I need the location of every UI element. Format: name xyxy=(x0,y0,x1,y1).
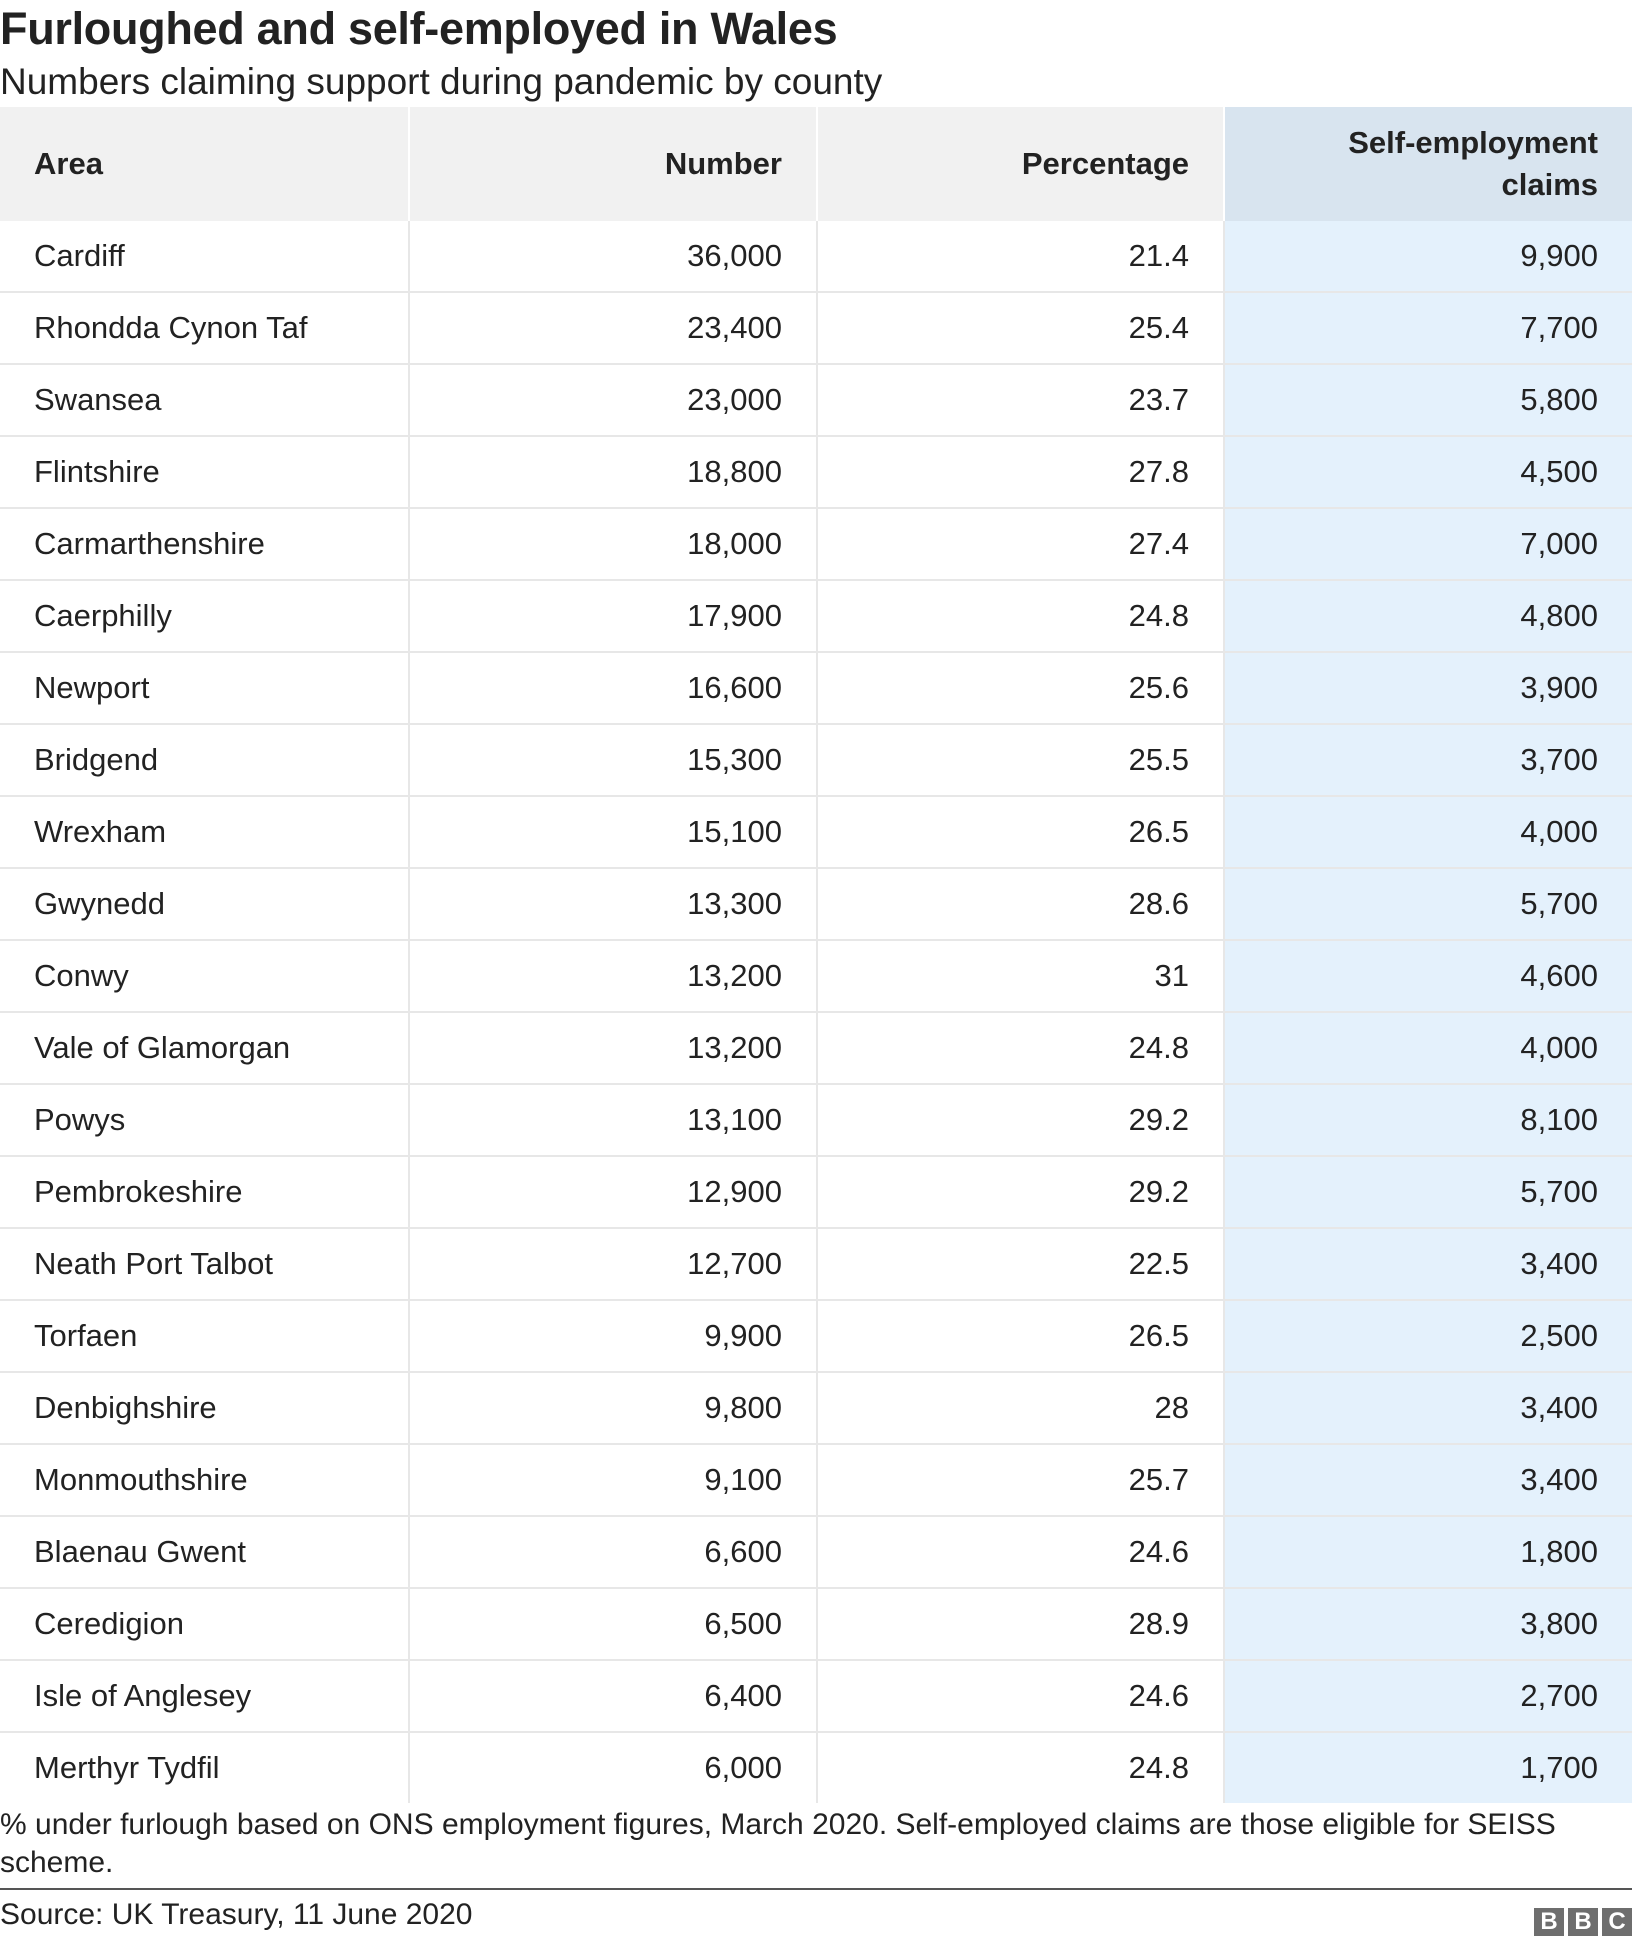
cell-percentage: 21.4 xyxy=(817,221,1224,292)
table-row xyxy=(0,221,1632,292)
cell-percentage: 27.8 xyxy=(817,436,1224,508)
table-row xyxy=(0,436,1632,508)
cell-number: 6,400 xyxy=(409,1660,817,1732)
cell-percentage: 24.6 xyxy=(817,1516,1224,1588)
cell-self-employment-claims: 3,700 xyxy=(1224,724,1632,796)
table-row xyxy=(0,1084,1632,1156)
cell-self-employment-claims: 1,700 xyxy=(1224,1732,1632,1803)
cell-percentage: 25.5 xyxy=(817,724,1224,796)
cell-number: 16,600 xyxy=(409,652,817,724)
cell-area: Newport xyxy=(0,652,409,724)
cell-area: Torfaen xyxy=(0,1300,409,1372)
cell-self-employment-claims: 3,900 xyxy=(1224,652,1632,724)
column-header-number: Number xyxy=(409,107,817,221)
cell-number: 23,400 xyxy=(409,292,817,364)
cell-area: Monmouthshire xyxy=(0,1444,409,1516)
table-row xyxy=(0,1516,1632,1588)
table-body xyxy=(0,221,1632,1803)
cell-self-employment-claims: 8,100 xyxy=(1224,1084,1632,1156)
table-row xyxy=(0,652,1632,724)
cell-number: 6,500 xyxy=(409,1588,817,1660)
table-row xyxy=(0,1372,1632,1444)
data-table xyxy=(0,107,1632,1803)
table-row xyxy=(0,1444,1632,1516)
cell-area: Powys xyxy=(0,1084,409,1156)
cell-percentage: 22.5 xyxy=(817,1228,1224,1300)
cell-percentage: 24.8 xyxy=(817,580,1224,652)
footnote: % under furlough based on ONS employment figures, March 2020. Self-employed claims are those eligible for SEISS scheme. xyxy=(0,1808,1556,1879)
cell-percentage: 24.8 xyxy=(817,1012,1224,1084)
table-row xyxy=(0,1300,1632,1372)
cell-area: Ceredigion xyxy=(0,1588,409,1660)
table-row xyxy=(0,796,1632,868)
cell-area: Cardiff xyxy=(0,221,409,292)
cell-area: Conwy xyxy=(0,940,409,1012)
column-header-self-employment-claims: Self-employment claims xyxy=(1224,107,1632,221)
cell-percentage: 27.4 xyxy=(817,508,1224,580)
bbc-logo-letter: B xyxy=(1568,1908,1598,1936)
chart-title: Furloughed and self-employed in Wales xyxy=(0,3,838,54)
cell-number: 6,600 xyxy=(409,1516,817,1588)
cell-percentage: 29.2 xyxy=(817,1084,1224,1156)
cell-area: Carmarthenshire xyxy=(0,508,409,580)
cell-area: Blaenau Gwent xyxy=(0,1516,409,1588)
footer-divider xyxy=(0,1888,1632,1890)
cell-percentage: 31 xyxy=(817,940,1224,1012)
cell-percentage: 29.2 xyxy=(817,1156,1224,1228)
table-row xyxy=(0,292,1632,364)
cell-percentage: 23.7 xyxy=(817,364,1224,436)
cell-percentage: 25.6 xyxy=(817,652,1224,724)
cell-number: 12,700 xyxy=(409,1228,817,1300)
cell-percentage: 24.6 xyxy=(817,1660,1224,1732)
table-row xyxy=(0,1012,1632,1084)
cell-number: 6,000 xyxy=(409,1732,817,1803)
table-row xyxy=(0,940,1632,1012)
table-row xyxy=(0,1732,1632,1803)
column-header-area: Area xyxy=(0,107,409,221)
cell-area: Merthyr Tydfil xyxy=(0,1732,409,1803)
cell-percentage: 24.8 xyxy=(817,1732,1224,1803)
cell-area: Vale of Glamorgan xyxy=(0,1012,409,1084)
cell-number: 12,900 xyxy=(409,1156,817,1228)
cell-area: Wrexham xyxy=(0,796,409,868)
cell-number: 9,900 xyxy=(409,1300,817,1372)
table-row xyxy=(0,1228,1632,1300)
cell-self-employment-claims: 3,400 xyxy=(1224,1372,1632,1444)
cell-self-employment-claims: 2,500 xyxy=(1224,1300,1632,1372)
table-row xyxy=(0,868,1632,940)
cell-number: 23,000 xyxy=(409,364,817,436)
cell-area: Swansea xyxy=(0,364,409,436)
cell-self-employment-claims: 7,000 xyxy=(1224,508,1632,580)
cell-area: Caerphilly xyxy=(0,580,409,652)
cell-self-employment-claims: 3,800 xyxy=(1224,1588,1632,1660)
cell-area: Flintshire xyxy=(0,436,409,508)
cell-area: Pembrokeshire xyxy=(0,1156,409,1228)
cell-percentage: 25.7 xyxy=(817,1444,1224,1516)
cell-self-employment-claims: 4,800 xyxy=(1224,580,1632,652)
cell-number: 9,800 xyxy=(409,1372,817,1444)
cell-percentage: 28.9 xyxy=(817,1588,1224,1660)
cell-area: Isle of Anglesey xyxy=(0,1660,409,1732)
cell-number: 15,100 xyxy=(409,796,817,868)
table-row xyxy=(0,364,1632,436)
cell-number: 13,200 xyxy=(409,1012,817,1084)
cell-self-employment-claims: 5,800 xyxy=(1224,364,1632,436)
cell-self-employment-claims: 4,500 xyxy=(1224,436,1632,508)
cell-self-employment-claims: 3,400 xyxy=(1224,1228,1632,1300)
cell-area: Neath Port Talbot xyxy=(0,1228,409,1300)
cell-self-employment-claims: 5,700 xyxy=(1224,868,1632,940)
cell-self-employment-claims: 4,600 xyxy=(1224,940,1632,1012)
cell-number: 15,300 xyxy=(409,724,817,796)
column-header-percentage: Percentage xyxy=(817,107,1224,221)
bbc-logo-letter: B xyxy=(1534,1908,1564,1936)
chart-subtitle: Numbers claiming support during pandemic by county xyxy=(0,61,883,102)
table-row xyxy=(0,580,1632,652)
cell-area: Denbighshire xyxy=(0,1372,409,1444)
cell-percentage: 25.4 xyxy=(817,292,1224,364)
cell-number: 13,100 xyxy=(409,1084,817,1156)
cell-self-employment-claims: 2,700 xyxy=(1224,1660,1632,1732)
cell-number: 9,100 xyxy=(409,1444,817,1516)
cell-number: 13,300 xyxy=(409,868,817,940)
cell-number: 36,000 xyxy=(409,221,817,292)
cell-number: 18,000 xyxy=(409,508,817,580)
cell-percentage: 28.6 xyxy=(817,868,1224,940)
table-row xyxy=(0,1588,1632,1660)
cell-percentage: 26.5 xyxy=(817,1300,1224,1372)
bbc-logo xyxy=(1534,1908,1632,1936)
cell-number: 13,200 xyxy=(409,940,817,1012)
table-header-row xyxy=(0,107,1632,221)
cell-percentage: 28 xyxy=(817,1372,1224,1444)
cell-area: Rhondda Cynon Taf xyxy=(0,292,409,364)
cell-self-employment-claims: 1,800 xyxy=(1224,1516,1632,1588)
cell-number: 17,900 xyxy=(409,580,817,652)
source-note: Source: UK Treasury, 11 June 2020 xyxy=(0,1898,473,1931)
table-row xyxy=(0,508,1632,580)
table-row xyxy=(0,1156,1632,1228)
cell-area: Gwynedd xyxy=(0,868,409,940)
cell-self-employment-claims: 4,000 xyxy=(1224,1012,1632,1084)
cell-self-employment-claims: 9,900 xyxy=(1224,221,1632,292)
bbc-logo-letter: C xyxy=(1602,1908,1632,1936)
cell-self-employment-claims: 4,000 xyxy=(1224,796,1632,868)
table-row xyxy=(0,1660,1632,1732)
cell-self-employment-claims: 7,700 xyxy=(1224,292,1632,364)
cell-number: 18,800 xyxy=(409,436,817,508)
cell-self-employment-claims: 3,400 xyxy=(1224,1444,1632,1516)
cell-area: Bridgend xyxy=(0,724,409,796)
table-row xyxy=(0,724,1632,796)
cell-self-employment-claims: 5,700 xyxy=(1224,1156,1632,1228)
cell-percentage: 26.5 xyxy=(817,796,1224,868)
